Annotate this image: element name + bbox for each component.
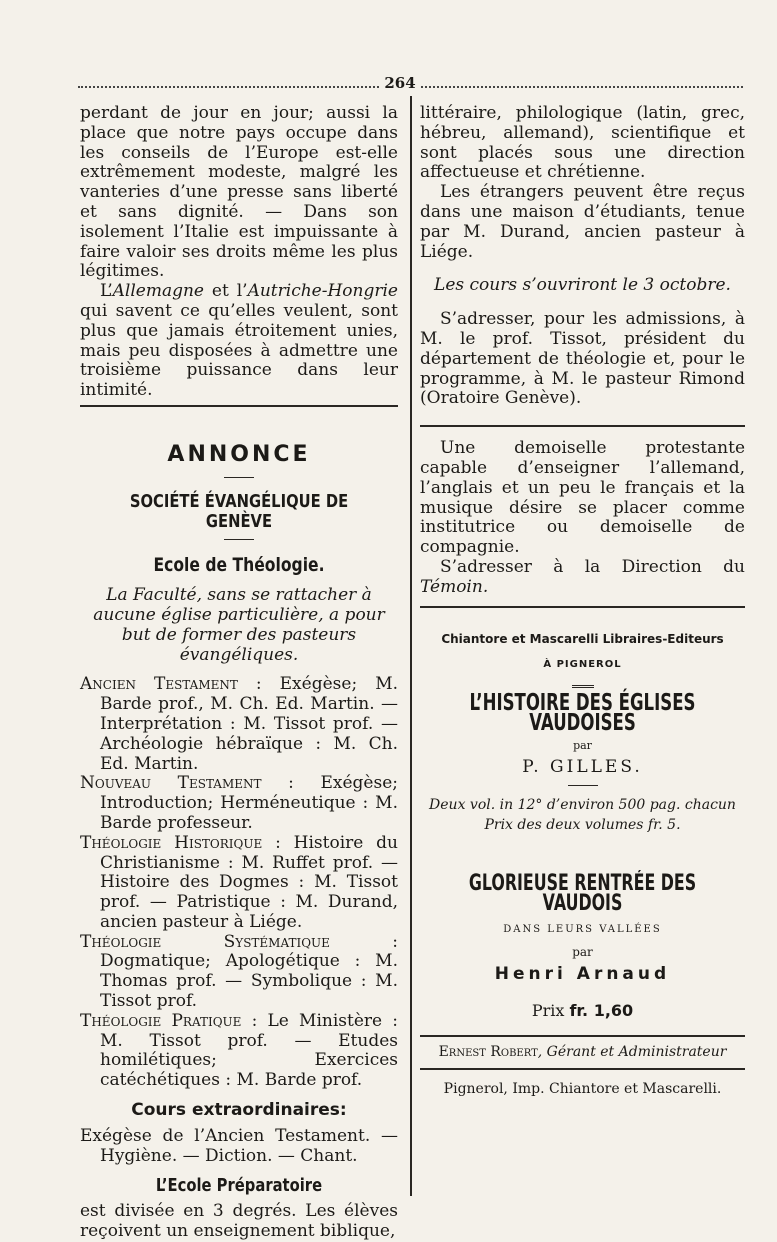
section-rule	[420, 425, 745, 427]
alliance-paragraph: L’Allemagne et l’Autriche-Hongrie qui savent ce qu’elles veulent, sont plus que jamais étroitement unies, mais peu disposées à admettre une troisième puissance dans leur intimité.	[80, 281, 398, 401]
cours-text: Exégèse de l’Ancien Testament. — Hygiène. — Diction. — Chant.	[80, 1125, 398, 1166]
section-rule	[80, 405, 398, 407]
imprint-line: Pignerol, Imp. Chiantore et Mascarelli.	[443, 1081, 722, 1098]
autriche-term: Autriche-Hongrie	[247, 281, 398, 302]
double-rule	[572, 685, 594, 688]
short-rule	[224, 539, 254, 540]
cours-heading: Cours extraordinaires:	[131, 1100, 347, 1121]
short-rule	[224, 477, 254, 478]
section-rule	[420, 1035, 745, 1037]
direction-line: S’adresser à la Direction du Témoin.	[420, 556, 745, 597]
book1-par: par	[573, 738, 592, 752]
section-rule	[420, 1068, 745, 1070]
book1-price: Prix des deux volumes fr. 5.	[484, 817, 681, 834]
ecole-prep-text: est divisée en 3 degrés. Les élèves reçoivent un enseignement biblique,	[80, 1201, 398, 1242]
intro-paragraph: perdant de jour en jour; aussi la place que notre pays occupe dans les conseils de l’Europe est-elle extrêmement modeste, malgré les vanteries d’une presse sans liberté et sans dignité. — Dans son isolement l’Italie est impuissante à faire valoir ses droits même les plus légitimes.	[80, 103, 398, 282]
publisher-city: À PIGNEROL	[543, 659, 622, 671]
book2-subtitle: DANS LEURS VALLÉES	[503, 923, 662, 935]
book1-desc: Deux vol. in 12° d’environ 500 pag. chacun	[429, 797, 736, 814]
cours-date: Les cours s’ouvriront le 3 octobre.	[434, 275, 731, 296]
book2-author: Henri Arnaud	[494, 964, 671, 985]
faculte-paragraph: La Faculté, sans se rattacher à aucune église particulière, a pour but de former des pasteurs évangéliques.	[93, 585, 385, 665]
column-divider	[410, 96, 412, 1196]
publisher-line: Chiantore et Mascarelli Libraires-Editeurs	[441, 631, 724, 646]
continuation-paragraph: littéraire, philologique (latin, grec, hébreu, allemand), scientifique et sont placés sous une direction affectueuse et chrétienne.	[420, 103, 745, 183]
ecole-heading: Ecole de Théologie.	[153, 554, 325, 577]
section-theologie-historique: Théologie Historique : Histoire du Christianisme : M. Ruffet prof. — Histoire des Dogmes : M. Tissot prof. — Patristique : M. Durand, ancien pasteur à Liége.	[80, 832, 398, 932]
page-number: 264	[380, 74, 420, 92]
demoiselle-ad: Une demoiselle protestante capable d’enseigner l’allemand, l’anglais et un peu le français et la musique désire se placer comme institutrice ou demoiselle de compagnie.	[420, 438, 745, 558]
book2-par: par	[572, 945, 593, 960]
section-theologie-pratique: Théologie Pratique : Le Ministère : M. Tissot prof. — Etudes homilétiques; Exercices catéchétiques : M. Barde prof.	[80, 1010, 398, 1091]
left-column	[80, 104, 398, 1242]
section-ancien-testament: Ancien Testament : Exégèse; M. Barde prof., M. Ch. Ed. Martin. — Interprétation : M. Tissot prof. — Archéologie hébraïque : M. Ch. Ed. Martin.	[80, 674, 399, 774]
societe-heading: SOCIÉTÉ ÉVANGÉLIQUE DE GENÈVE	[129, 490, 349, 532]
annonce-title: ANNONCE	[167, 441, 311, 467]
courses-list	[80, 675, 398, 1091]
book2-title: GLORIEUSE RENTRÉE DES VAUDOIS	[468, 870, 697, 916]
allemagne-term: Allemagne	[112, 281, 204, 302]
etrangers-paragraph: Les étrangers peuvent être reçus dans une maison d’étudiants, tenue par M. Durand, ancien pasteur à Liége.	[420, 182, 745, 262]
right-column	[420, 104, 745, 1100]
gerant-line: Ernest Robert, Gérant et Administrateur	[438, 1043, 727, 1060]
adresser-paragraph: S’adresser, pour les admissions, à M. le prof. Tissot, président du département de théologie et, pour le programme, à M. le pasteur Rimond (Oratoire Genève).	[420, 309, 745, 409]
book1-author: P. GILLES.	[522, 756, 643, 777]
section-theologie-systematique: Théologie Systématique : Dogmatique; Apologétique : M. Thomas prof. — Symbolique : M. Tissot prof.	[80, 931, 398, 1012]
section-rule	[420, 606, 745, 608]
section-nouveau-testament: Nouveau Testament : Exégèse; Introduction; Herméneutique : M. Barde professeur.	[80, 773, 398, 833]
book1-title: L’HISTOIRE DES ÉGLISES VAUDOISES	[469, 690, 696, 736]
book2-price: Prix fr. 1,60	[531, 1000, 634, 1020]
ecole-prep-heading: L’Ecole Préparatoire	[155, 1175, 323, 1197]
short-rule	[568, 785, 598, 786]
